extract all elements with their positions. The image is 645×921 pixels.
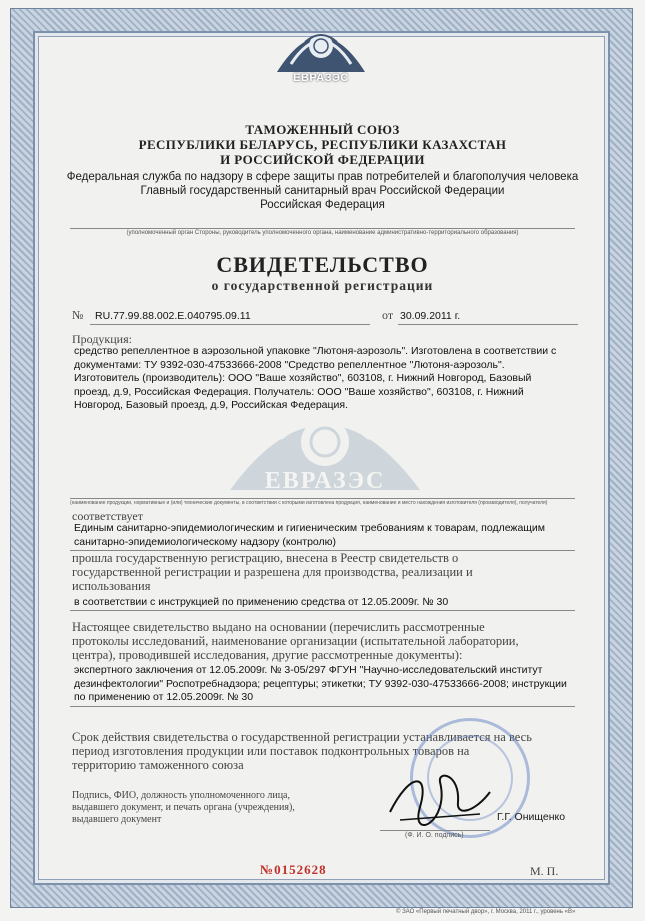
signature-caption xyxy=(72,790,295,826)
product-line: Изготовитель (производитель): ООО "Ваше хозяйство", 603108, г. Нижний Новгород, Базовый xyxy=(74,372,532,384)
authority-underline xyxy=(70,228,575,229)
basis-underline xyxy=(70,706,575,707)
heading-line: И РОССИЙСКОЙ ФЕДЕРАЦИИ xyxy=(220,152,425,167)
statement-line: государственной регистрации и разрешена для производства, реализации и xyxy=(72,565,473,579)
validity-line: период изготовления продукции или поставок подконтрольных товаров на xyxy=(72,744,470,758)
signature-caption-line: Подпись, ФИО, должность уполномоченного лица, xyxy=(72,790,290,801)
registration-number: RU.77.99.88.002.E.040795.09.11 xyxy=(95,310,251,322)
statement-line: использования xyxy=(72,579,151,593)
signatory-name: Г.Г. Онищенко xyxy=(497,811,566,823)
signature-name-caption: (Ф. И. О. подпись) xyxy=(405,832,464,839)
registration-date: 30.09.2011 г. xyxy=(400,310,461,322)
authority-line: Главный государственный санитарный врач Российской Федерации xyxy=(140,185,505,197)
signature-underline xyxy=(380,830,490,831)
authority-line: Российская Федерация xyxy=(260,199,385,211)
product-line: проезд, д.9, Российская Федерация. Получатель: ООО "Ваше хозяйство", 603108, г. Нижний xyxy=(74,385,524,398)
registration-number-label: № xyxy=(72,308,84,322)
validity-line: Срок действия свидетельства о государственной регистрации устанавливается на весь xyxy=(72,730,532,744)
signature-caption-line: выдавшего документ, и печать органа (учреждения), xyxy=(72,802,295,813)
handwritten-signature-icon xyxy=(380,762,500,832)
conformity-line: санитарно-эпидемиологическому надзору (контролю) xyxy=(74,535,337,548)
serial-number: №0152628 xyxy=(260,862,327,877)
basis-statement xyxy=(72,620,582,662)
product-line: средство репеллентное в аэрозольной упаковке "Лютоня-аэрозоль". Изготовлена в соответствии с xyxy=(74,345,557,357)
registration-statement xyxy=(72,551,582,593)
authority-block xyxy=(50,170,595,212)
conformity-label: соответствует xyxy=(72,509,143,523)
eurasec-watermark xyxy=(220,380,430,500)
basis-document-line: экспертного заключения от 12.05.2009г. № 3-05/297 ФГУН "Научно-исследовательский институт xyxy=(74,664,543,676)
basis-documents xyxy=(74,664,594,705)
watermark-label: ЕВРАЗЭС xyxy=(264,468,386,494)
instruction-underline xyxy=(70,610,575,611)
product-line: документами: ТУ 9392-030-47533666-2008 "Средство репеллентное "Лютоня-аэрозоль". xyxy=(74,358,505,371)
authority-line: Федеральная служба по надзору в сфере защиты прав потребителей и благополучия человека xyxy=(66,171,579,183)
heading-line: ТАМОЖЕННЫЙ СОЮЗ xyxy=(245,122,400,137)
eurasec-emblem xyxy=(271,12,371,84)
product-line: Новгород, Базовый проезд, д.9, Российская Федерация. xyxy=(74,399,348,411)
document-title: СВИДЕТЕЛЬСТВО xyxy=(216,252,429,277)
conformity-requirements xyxy=(74,522,594,549)
registration-date-underline xyxy=(398,324,578,325)
registration-number-underline xyxy=(90,324,370,325)
emblem-label: ЕВРАЗЭС xyxy=(293,72,349,84)
basis-document-line: дезинфектологии" Роспотребнадзора; рецептуры; этикетки; ТУ 9392-030-47533666-2008; инструкции xyxy=(74,677,567,690)
registration-date-label: от xyxy=(382,308,394,322)
basis-line: протоколы исследований, наименование организации (испытательной лаборатории, xyxy=(72,634,519,648)
basis-line: Настоящее свидетельство выдано на основании (перечислить рассмотренные xyxy=(72,620,485,634)
heading-line: РЕСПУБЛИКИ БЕЛАРУСЬ, РЕСПУБЛИКИ КАЗАХСТАН xyxy=(138,137,507,152)
basis-line: центра), проводившей исследования, другие рассмотренные документы): xyxy=(72,648,463,662)
product-underline xyxy=(70,498,575,499)
product-label: Продукция: xyxy=(72,332,132,346)
statement-line: прошла государственную регистрацию, внесена в Реестр свидетельств о xyxy=(72,551,459,565)
document-subtitle: о государственной регистрации xyxy=(211,278,434,293)
validity-line: территорию таможенного союза xyxy=(72,758,244,772)
conformity-line: Единым санитарно-эпидемиологическим и гигиеническим требованиям к товарам, подлежащим xyxy=(74,522,546,534)
basis-document-line: по применению от 12.05.2009г. № 30 xyxy=(74,691,254,703)
registration-basis-instruction: в соответствии с инструкцией по применению средства от 12.05.2009г. № 30 xyxy=(74,596,449,608)
customs-union-heading xyxy=(40,122,605,167)
stamp-place-marker: М. П. xyxy=(530,864,559,878)
signature-caption-line: выдавшего документ xyxy=(72,814,162,825)
product-caption: (наименование продукции, нормативные и (или) технические документы, в соответствии с которыми изготовлена продукция, наименование и место нахождения изготовителя (производителя), получателя) xyxy=(70,500,548,506)
printer-imprint: © ЗАО «Первый печатный двор», г. Москва, 2011 г., уровень «В» xyxy=(396,909,576,915)
authority-caption: (уполномоченный орган Стороны, руководитель уполномоченного органа, наименование административно-территориального образования) xyxy=(126,230,519,236)
